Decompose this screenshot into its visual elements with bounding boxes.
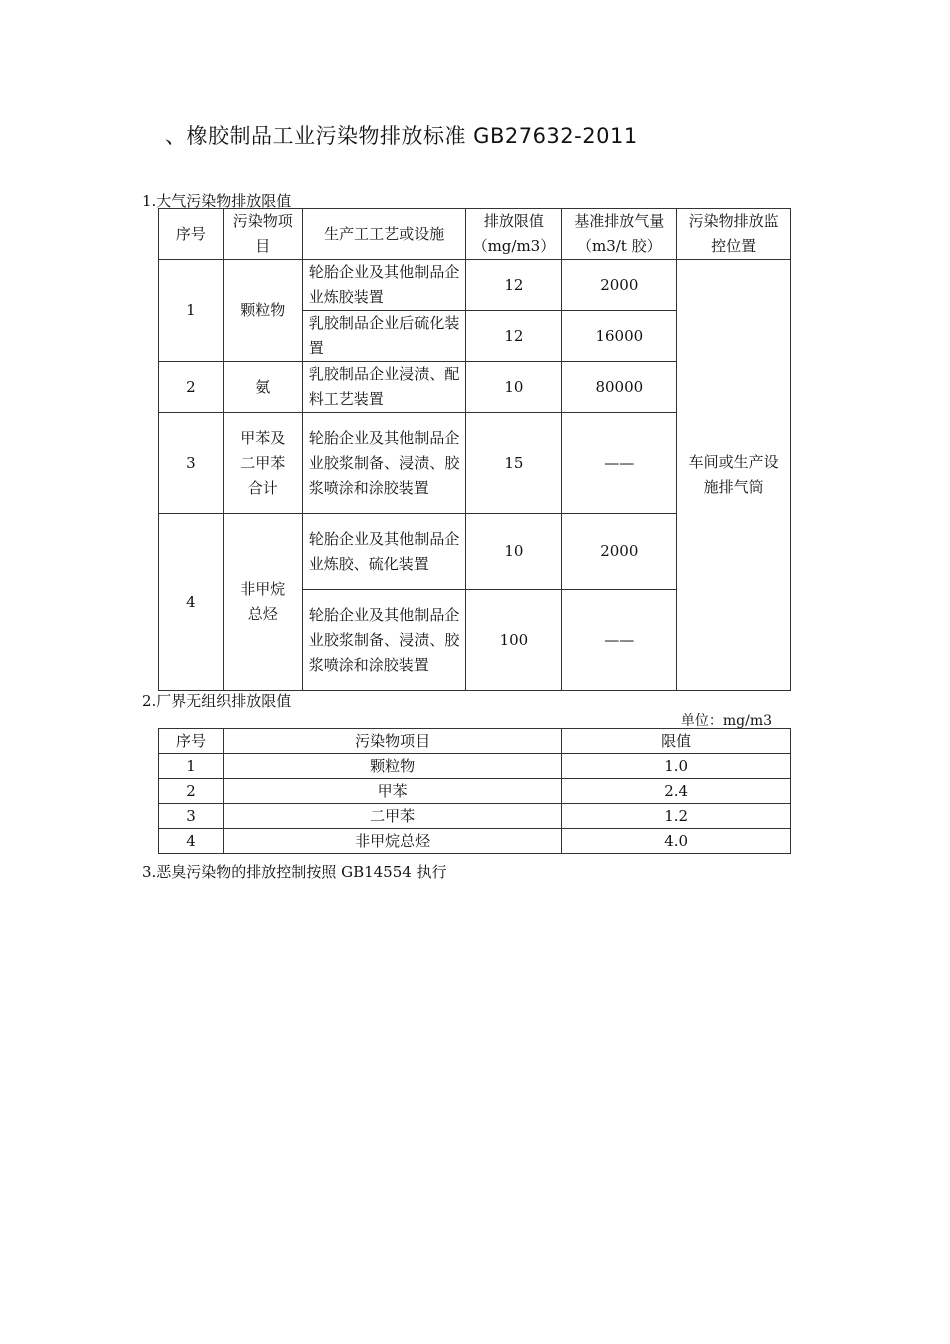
cell-volume: 2000 bbox=[562, 260, 677, 311]
cell-volume: —— bbox=[562, 413, 677, 514]
table-row bbox=[159, 754, 791, 779]
cell-volume: —— bbox=[562, 590, 677, 691]
section3-text: 3.恶臭污染物的排放控制按照 GB14554 执行 bbox=[142, 863, 447, 881]
cell-pollutant: 甲苯 bbox=[223, 779, 561, 804]
header-limit bbox=[466, 209, 562, 260]
cell-process: 乳胶制品企业浸渍、配料工艺装置 bbox=[302, 362, 466, 413]
cell-index: 1 bbox=[159, 260, 224, 362]
header-limit: 限值 bbox=[562, 729, 791, 754]
cell-limit: 10 bbox=[466, 362, 562, 413]
cell-process: 轮胎企业及其他制品企业炼胶装置 bbox=[302, 260, 466, 311]
cell-limit: 100 bbox=[466, 590, 562, 691]
cell-index: 2 bbox=[159, 779, 224, 804]
cell-volume: 2000 bbox=[562, 514, 677, 590]
boundary-emission-limits-table bbox=[158, 728, 791, 854]
cell-pollutant: 颗粒物 bbox=[223, 754, 561, 779]
cell-index: 4 bbox=[159, 514, 224, 691]
cell-index: 3 bbox=[159, 804, 224, 829]
cell-volume: 16000 bbox=[562, 311, 677, 362]
cell-process: 轮胎企业及其他制品企业胶浆制备、浸渍、胶浆喷涂和涂胶装置 bbox=[302, 590, 466, 691]
cell-index: 1 bbox=[159, 754, 224, 779]
table-row bbox=[159, 779, 791, 804]
cell-pollutant: 非甲烷总烃 bbox=[223, 514, 302, 691]
cell-limit: 12 bbox=[466, 260, 562, 311]
cell-pollutant: 甲苯及二甲苯合计 bbox=[223, 413, 302, 514]
table-row bbox=[159, 260, 791, 311]
cell-limit: 15 bbox=[466, 413, 562, 514]
cell-index: 2 bbox=[159, 362, 224, 413]
cell-volume: 80000 bbox=[562, 362, 677, 413]
section2-heading: 2.厂界无组织排放限值 bbox=[142, 692, 292, 710]
cell-process: 轮胎企业及其他制品企业胶浆制备、浸渍、胶浆喷涂和涂胶装置 bbox=[302, 413, 466, 514]
cell-limit: 2.4 bbox=[562, 779, 791, 804]
cell-limit: 10 bbox=[466, 514, 562, 590]
table-row bbox=[159, 829, 791, 854]
table-header-row bbox=[159, 209, 791, 260]
air-emission-limits-table bbox=[158, 208, 791, 691]
header-pollutant: 污染物项目 bbox=[223, 729, 561, 754]
header-index: 序号 bbox=[159, 209, 224, 260]
header-volume-unit: （m3/t 胶） bbox=[576, 237, 662, 255]
header-limit-unit: （mg/m3） bbox=[472, 237, 556, 255]
document-title: 、橡胶制品工业污染物排放标准 GB27632-2011 bbox=[165, 124, 638, 148]
table-row bbox=[159, 804, 791, 829]
cell-process: 乳胶制品企业后硫化装置 bbox=[302, 311, 466, 362]
header-process: 生产工工艺或设施 bbox=[302, 209, 466, 260]
header-volume-label: 基准排放气量 bbox=[574, 212, 665, 230]
cell-index: 3 bbox=[159, 413, 224, 514]
cell-index: 4 bbox=[159, 829, 224, 854]
section1-heading: 1.大气污染物排放限值 bbox=[142, 192, 292, 210]
header-pollutant: 污染物项目 bbox=[223, 209, 302, 260]
header-limit-label: 排放限值 bbox=[483, 212, 544, 230]
cell-pollutant: 氨 bbox=[223, 362, 302, 413]
section2-unit: 单位：mg/m3 bbox=[680, 713, 772, 729]
cell-limit: 4.0 bbox=[562, 829, 791, 854]
cell-process: 轮胎企业及其他制品企业炼胶、硫化装置 bbox=[302, 514, 466, 590]
header-monitor: 污染物排放监控位置 bbox=[677, 209, 791, 260]
table-header-row bbox=[159, 729, 791, 754]
cell-monitor-location: 车间或生产设施排气筒 bbox=[677, 260, 791, 691]
cell-pollutant: 二甲苯 bbox=[223, 804, 561, 829]
header-volume bbox=[562, 209, 677, 260]
cell-limit: 12 bbox=[466, 311, 562, 362]
header-index: 序号 bbox=[159, 729, 224, 754]
cell-pollutant: 非甲烷总烃 bbox=[223, 829, 561, 854]
cell-limit: 1.2 bbox=[562, 804, 791, 829]
cell-pollutant: 颗粒物 bbox=[223, 260, 302, 362]
cell-limit: 1.0 bbox=[562, 754, 791, 779]
